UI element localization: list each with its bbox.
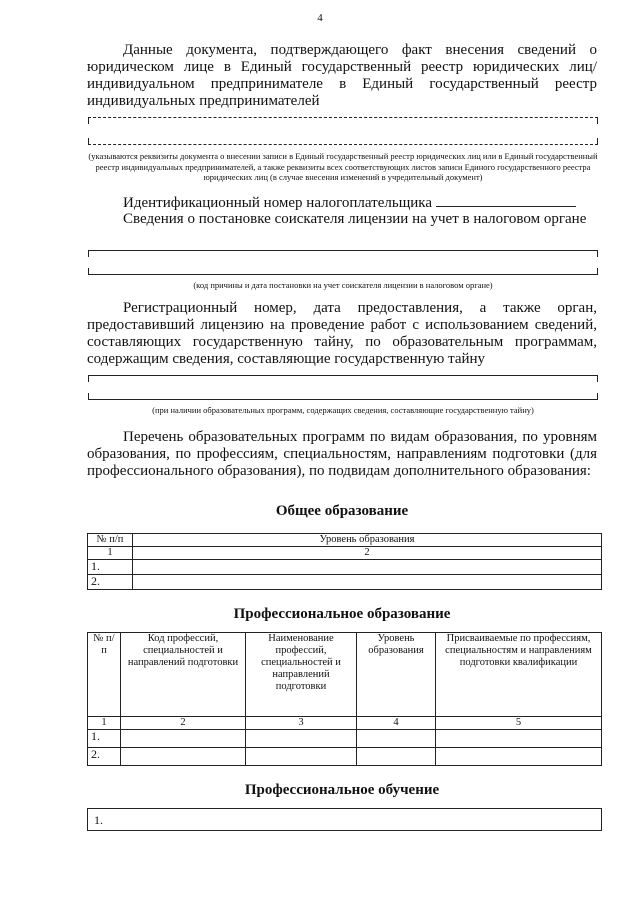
level-cell[interactable]	[133, 575, 602, 590]
col-number: 3	[246, 717, 357, 730]
professional-training-table	[87, 808, 602, 831]
professional-education-title: Профессиональное образование	[233, 606, 451, 622]
col-number: 2	[133, 547, 602, 560]
license-field-bottom[interactable]	[88, 393, 598, 400]
table-header-row	[88, 633, 602, 717]
level-cell[interactable]	[133, 560, 602, 575]
table-row	[88, 575, 602, 590]
egrul-field-top[interactable]	[88, 117, 598, 124]
table-header-row	[88, 534, 602, 547]
general-education-title: Общее образование	[275, 503, 409, 519]
col-number: 1	[88, 717, 121, 730]
tax-field-top[interactable]	[88, 250, 598, 257]
col-number: 2	[121, 717, 246, 730]
column-number-row	[88, 717, 602, 730]
name-cell[interactable]	[246, 730, 357, 748]
egrul-document-heading: Данные документа, подтверждающего факт внесения сведений о юридическом лице в Единый государственный реестр юридических лиц/индивидуальном предпринимателе в Единый государственный реестр индивидуальных предпринимателей	[87, 42, 597, 109]
row-index: 2.	[88, 575, 133, 590]
qualification-cell[interactable]	[436, 748, 602, 766]
column-number-row	[88, 547, 602, 560]
col-number-header: № п/п	[88, 534, 133, 547]
table-row	[88, 748, 602, 766]
professional-training-title: Профессиональное обучение	[244, 782, 440, 798]
inn-row	[123, 194, 603, 212]
license-field-top[interactable]	[88, 375, 598, 382]
col-number-header: № п/п	[88, 633, 121, 717]
col-qualification-header: Присваиваемые по профессиям, специальностям и направлениям подготовки квалификации	[436, 633, 602, 717]
tax-field-bottom[interactable]	[88, 268, 598, 275]
col-number: 1	[88, 547, 133, 560]
page-number: 4	[317, 12, 323, 24]
row-index: 1.	[88, 730, 121, 748]
programs-list-intro: Перечень образовательных программ по видам образования, по уровням образования, по профессиям, специальностям, направлениям подготовки (для профессионального образования), по подвидам дополнительного образования:	[87, 429, 597, 479]
col-number: 4	[357, 717, 436, 730]
tax-registration-heading: Сведения о постановке соискателя лицензии на учет в налоговом органе	[123, 211, 587, 227]
tax-field-note: (код причины и дата постановки на учет соискателя лицензии в налоговом органе)	[193, 280, 493, 290]
egrul-field-note: (указываются реквизиты документа о внесении записи в Единый государственный реестр юридических лиц или в Единый государственный реестр индивидуальных предпринимателей, а также реквизиты всех соответствующих листов записи Единого государственного реестра юридических лиц (в случае внесения изменений в учредительный документ)	[88, 151, 598, 182]
level-cell[interactable]	[357, 748, 436, 766]
secret-license-heading: Регистрационный номер, дата предоставления, а также орган, предоставивший лицензию на проведение работ с использованием сведений, составляющих государственную тайну, по образовательным программам, содержащим сведения, составляющие государственную тайну	[87, 300, 597, 367]
col-level-header: Уровень образования	[357, 633, 436, 717]
general-education-table	[87, 533, 602, 590]
table-row	[88, 730, 602, 748]
level-cell[interactable]	[357, 730, 436, 748]
row-index: 1.	[88, 560, 133, 575]
col-level-header: Уровень образования	[133, 534, 602, 547]
code-cell[interactable]	[121, 748, 246, 766]
code-cell[interactable]	[121, 730, 246, 748]
egrul-field-bottom[interactable]	[88, 138, 598, 145]
row-index: 1.	[88, 809, 602, 831]
license-field-note: (при наличии образовательных программ, содержащих сведения, составляющие государственную тайну)	[152, 405, 534, 415]
col-name-header: Наименование профессий, специальностей и направлений подготовки	[246, 633, 357, 717]
col-number: 5	[436, 717, 602, 730]
qualification-cell[interactable]	[436, 730, 602, 748]
inn-input-line[interactable]	[436, 194, 576, 207]
inn-label: Идентификационный номер налогоплательщика	[123, 195, 433, 211]
professional-education-table	[87, 632, 602, 766]
table-row	[88, 809, 602, 831]
name-cell[interactable]	[246, 748, 357, 766]
col-code-header: Код профессий, специальностей и направлений подготовки	[121, 633, 246, 717]
table-row	[88, 560, 602, 575]
row-index: 2.	[88, 748, 121, 766]
